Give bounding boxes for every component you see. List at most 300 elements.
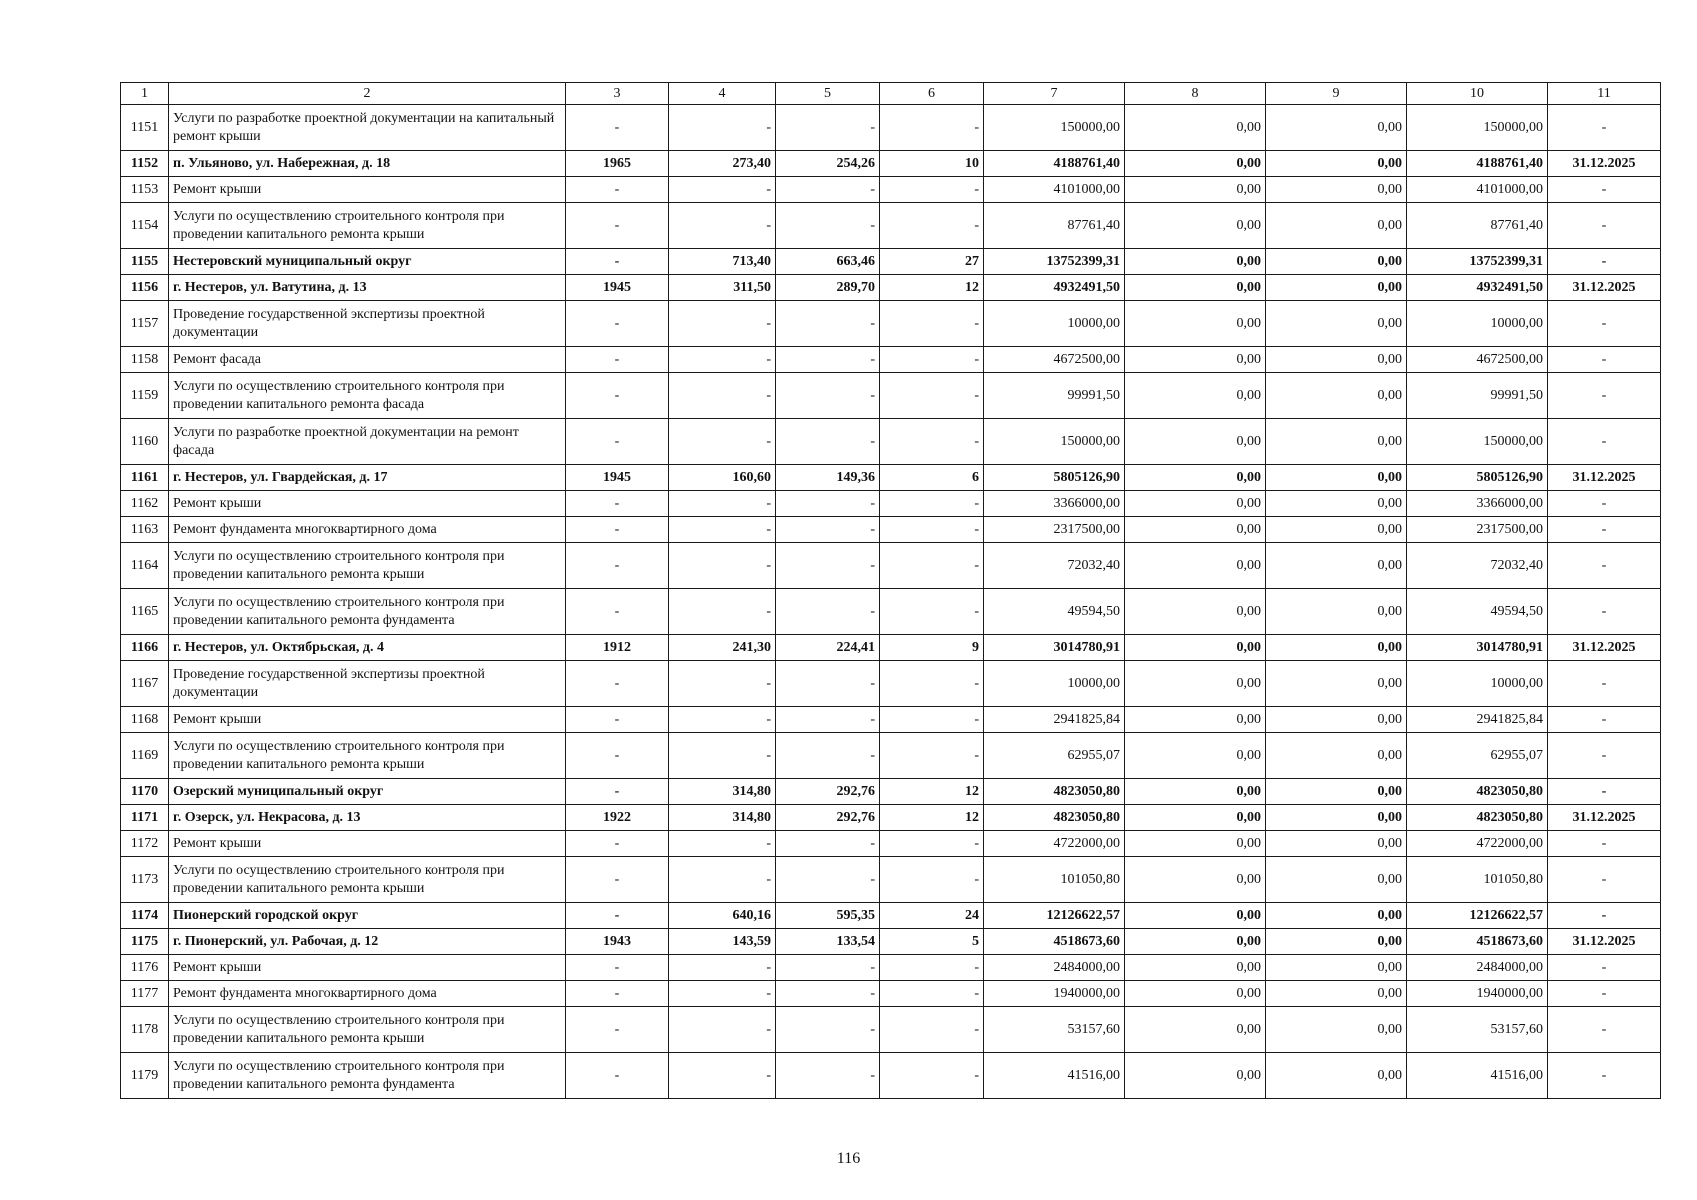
row-number-cell: 1164 (121, 543, 169, 589)
area-total-cell: - (669, 347, 776, 373)
table-row (121, 373, 1661, 419)
owner-funds-cell: 62955,07 (1407, 733, 1548, 779)
residents-cell: - (880, 105, 984, 151)
row-number-cell: 1155 (121, 249, 169, 275)
fund-cell-8: 0,00 (1125, 779, 1266, 805)
table-row (121, 275, 1661, 301)
area-living-cell: 663,46 (776, 249, 880, 275)
total-cost-cell: 72032,40 (984, 543, 1125, 589)
area-living-cell: 254,26 (776, 151, 880, 177)
table-row (121, 419, 1661, 465)
year-cell: - (566, 831, 669, 857)
residents-cell: 9 (880, 635, 984, 661)
area-living-cell: - (776, 373, 880, 419)
area-total-cell: - (669, 373, 776, 419)
description-cell: Услуги по разработке проектной документации на ремонт фасада (169, 419, 566, 465)
row-number-cell: 1167 (121, 661, 169, 707)
fund-cell-9: 0,00 (1266, 249, 1407, 275)
area-living-cell: 289,70 (776, 275, 880, 301)
description-cell: Услуги по осуществлению строительного контроля при проведении капитального ремонта крыши (169, 733, 566, 779)
fund-cell-8: 0,00 (1125, 491, 1266, 517)
fund-cell-9: 0,00 (1266, 661, 1407, 707)
area-living-cell: - (776, 517, 880, 543)
area-living-cell: - (776, 301, 880, 347)
fund-cell-8: 0,00 (1125, 707, 1266, 733)
table-row (121, 203, 1661, 249)
column-number: 5 (776, 83, 880, 105)
table-row (121, 151, 1661, 177)
area-living-cell: - (776, 1053, 880, 1099)
total-cost-cell: 3014780,91 (984, 635, 1125, 661)
deadline-cell: - (1548, 105, 1661, 151)
row-number-cell: 1159 (121, 373, 169, 419)
fund-cell-8: 0,00 (1125, 419, 1266, 465)
fund-cell-9: 0,00 (1266, 373, 1407, 419)
table-row (121, 177, 1661, 203)
area-total-cell: 640,16 (669, 903, 776, 929)
year-cell: - (566, 1053, 669, 1099)
fund-cell-9: 0,00 (1266, 275, 1407, 301)
deadline-cell: 31.12.2025 (1548, 465, 1661, 491)
owner-funds-cell: 13752399,31 (1407, 249, 1548, 275)
owner-funds-cell: 4672500,00 (1407, 347, 1548, 373)
row-number-cell: 1175 (121, 929, 169, 955)
table-row (121, 857, 1661, 903)
area-total-cell: 160,60 (669, 465, 776, 491)
year-cell: - (566, 981, 669, 1007)
residents-cell: 12 (880, 275, 984, 301)
column-number: 4 (669, 83, 776, 105)
year-cell: - (566, 1007, 669, 1053)
owner-funds-cell: 53157,60 (1407, 1007, 1548, 1053)
year-cell: - (566, 733, 669, 779)
year-cell: 1965 (566, 151, 669, 177)
year-cell: 1912 (566, 635, 669, 661)
description-cell: п. Ульяново, ул. Набережная, д. 18 (169, 151, 566, 177)
row-number-cell: 1156 (121, 275, 169, 301)
year-cell: - (566, 491, 669, 517)
description-cell: Проведение государственной экспертизы проектной документации (169, 661, 566, 707)
area-living-cell: 595,35 (776, 903, 880, 929)
fund-cell-9: 0,00 (1266, 831, 1407, 857)
description-cell: Ремонт крыши (169, 955, 566, 981)
table-row (121, 1053, 1661, 1099)
fund-cell-9: 0,00 (1266, 981, 1407, 1007)
year-cell: - (566, 779, 669, 805)
description-cell: г. Нестеров, ул. Ватутина, д. 13 (169, 275, 566, 301)
area-total-cell: - (669, 707, 776, 733)
area-total-cell: - (669, 543, 776, 589)
table-body (121, 83, 1661, 1099)
column-number: 7 (984, 83, 1125, 105)
fund-cell-9: 0,00 (1266, 635, 1407, 661)
deadline-cell: - (1548, 831, 1661, 857)
deadline-cell: - (1548, 955, 1661, 981)
area-total-cell: - (669, 857, 776, 903)
total-cost-cell: 99991,50 (984, 373, 1125, 419)
fund-cell-9: 0,00 (1266, 517, 1407, 543)
fund-cell-9: 0,00 (1266, 589, 1407, 635)
area-total-cell: 241,30 (669, 635, 776, 661)
area-total-cell: - (669, 733, 776, 779)
year-cell: 1943 (566, 929, 669, 955)
fund-cell-8: 0,00 (1125, 275, 1266, 301)
table-row (121, 661, 1661, 707)
owner-funds-cell: 4101000,00 (1407, 177, 1548, 203)
total-cost-cell: 62955,07 (984, 733, 1125, 779)
fund-cell-9: 0,00 (1266, 779, 1407, 805)
year-cell: - (566, 955, 669, 981)
description-cell: г. Пионерский, ул. Рабочая, д. 12 (169, 929, 566, 955)
table-row (121, 491, 1661, 517)
area-total-cell: - (669, 981, 776, 1007)
residents-cell: - (880, 419, 984, 465)
fund-cell-8: 0,00 (1125, 805, 1266, 831)
row-number-cell: 1172 (121, 831, 169, 857)
residents-cell: 12 (880, 779, 984, 805)
year-cell: - (566, 857, 669, 903)
fund-cell-8: 0,00 (1125, 1053, 1266, 1099)
table-row (121, 779, 1661, 805)
year-cell: - (566, 661, 669, 707)
area-total-cell: - (669, 589, 776, 635)
fund-cell-8: 0,00 (1125, 517, 1266, 543)
year-cell: 1922 (566, 805, 669, 831)
owner-funds-cell: 99991,50 (1407, 373, 1548, 419)
description-cell: Услуги по разработке проектной документации на капитальный ремонт крыши (169, 105, 566, 151)
deadline-cell: - (1548, 903, 1661, 929)
area-total-cell: - (669, 831, 776, 857)
table-row (121, 805, 1661, 831)
owner-funds-cell: 4823050,80 (1407, 779, 1548, 805)
description-cell: Ремонт фундамента многоквартирного дома (169, 517, 566, 543)
residents-cell: - (880, 373, 984, 419)
row-number-cell: 1154 (121, 203, 169, 249)
description-cell: Ремонт крыши (169, 177, 566, 203)
row-number-cell: 1170 (121, 779, 169, 805)
owner-funds-cell: 4188761,40 (1407, 151, 1548, 177)
area-living-cell: 292,76 (776, 805, 880, 831)
fund-cell-9: 0,00 (1266, 1007, 1407, 1053)
fund-cell-8: 0,00 (1125, 903, 1266, 929)
area-total-cell: - (669, 203, 776, 249)
document-table (120, 82, 1661, 1099)
row-number-cell: 1171 (121, 805, 169, 831)
residents-cell: - (880, 661, 984, 707)
residents-cell: 5 (880, 929, 984, 955)
area-total-cell: 314,80 (669, 779, 776, 805)
owner-funds-cell: 4823050,80 (1407, 805, 1548, 831)
owner-funds-cell: 10000,00 (1407, 661, 1548, 707)
description-cell: Услуги по осуществлению строительного контроля при проведении капитального ремонта крыши (169, 203, 566, 249)
area-living-cell: - (776, 1007, 880, 1053)
owner-funds-cell: 3366000,00 (1407, 491, 1548, 517)
area-living-cell: 292,76 (776, 779, 880, 805)
table-row (121, 733, 1661, 779)
table-row (121, 1007, 1661, 1053)
row-number-cell: 1176 (121, 955, 169, 981)
area-living-cell: - (776, 203, 880, 249)
description-cell: Озерский муниципальный округ (169, 779, 566, 805)
column-number-row (121, 83, 1661, 105)
description-cell: Услуги по осуществлению строительного контроля при проведении капитального ремонта фундамента (169, 589, 566, 635)
area-living-cell: - (776, 491, 880, 517)
area-living-cell: - (776, 707, 880, 733)
residents-cell: - (880, 177, 984, 203)
total-cost-cell: 53157,60 (984, 1007, 1125, 1053)
description-cell: Ремонт крыши (169, 491, 566, 517)
column-number: 1 (121, 83, 169, 105)
fund-cell-8: 0,00 (1125, 543, 1266, 589)
deadline-cell: - (1548, 1007, 1661, 1053)
residents-cell: - (880, 981, 984, 1007)
fund-cell-8: 0,00 (1125, 373, 1266, 419)
fund-cell-8: 0,00 (1125, 981, 1266, 1007)
table-row (121, 903, 1661, 929)
area-total-cell: - (669, 105, 776, 151)
fund-cell-9: 0,00 (1266, 301, 1407, 347)
table-row (121, 955, 1661, 981)
table-row (121, 517, 1661, 543)
table-row (121, 543, 1661, 589)
total-cost-cell: 150000,00 (984, 419, 1125, 465)
owner-funds-cell: 4932491,50 (1407, 275, 1548, 301)
description-cell: г. Нестеров, ул. Октябрьская, д. 4 (169, 635, 566, 661)
deadline-cell: 31.12.2025 (1548, 805, 1661, 831)
deadline-cell: 31.12.2025 (1548, 929, 1661, 955)
total-cost-cell: 49594,50 (984, 589, 1125, 635)
owner-funds-cell: 2484000,00 (1407, 955, 1548, 981)
table-row (121, 831, 1661, 857)
fund-cell-8: 0,00 (1125, 589, 1266, 635)
owner-funds-cell: 41516,00 (1407, 1053, 1548, 1099)
area-living-cell: - (776, 543, 880, 589)
deadline-cell: 31.12.2025 (1548, 275, 1661, 301)
owner-funds-cell: 1940000,00 (1407, 981, 1548, 1007)
description-cell: Услуги по осуществлению строительного контроля при проведении капитального ремонта крыши (169, 857, 566, 903)
deadline-cell: - (1548, 857, 1661, 903)
total-cost-cell: 4672500,00 (984, 347, 1125, 373)
residents-cell: - (880, 955, 984, 981)
fund-cell-9: 0,00 (1266, 203, 1407, 249)
residents-cell: 10 (880, 151, 984, 177)
total-cost-cell: 2941825,84 (984, 707, 1125, 733)
fund-cell-8: 0,00 (1125, 347, 1266, 373)
year-cell: - (566, 903, 669, 929)
table-row (121, 347, 1661, 373)
fund-cell-8: 0,00 (1125, 1007, 1266, 1053)
fund-cell-9: 0,00 (1266, 105, 1407, 151)
year-cell: - (566, 177, 669, 203)
table-row (121, 465, 1661, 491)
page-number: 116 (836, 1150, 861, 1167)
row-number-cell: 1162 (121, 491, 169, 517)
total-cost-cell: 3366000,00 (984, 491, 1125, 517)
year-cell: - (566, 707, 669, 733)
owner-funds-cell: 12126622,57 (1407, 903, 1548, 929)
year-cell: - (566, 249, 669, 275)
area-living-cell: - (776, 589, 880, 635)
owner-funds-cell: 5805126,90 (1407, 465, 1548, 491)
description-cell: Ремонт фундамента многоквартирного дома (169, 981, 566, 1007)
row-number-cell: 1168 (121, 707, 169, 733)
year-cell: - (566, 517, 669, 543)
description-cell: Ремонт фасада (169, 347, 566, 373)
area-total-cell: 314,80 (669, 805, 776, 831)
row-number-cell: 1169 (121, 733, 169, 779)
deadline-cell: - (1548, 301, 1661, 347)
column-number: 9 (1266, 83, 1407, 105)
area-living-cell: - (776, 347, 880, 373)
column-number: 3 (566, 83, 669, 105)
fund-cell-8: 0,00 (1125, 733, 1266, 779)
fund-cell-8: 0,00 (1125, 857, 1266, 903)
year-cell: - (566, 347, 669, 373)
residents-cell: 27 (880, 249, 984, 275)
description-cell: г. Озерск, ул. Некрасова, д. 13 (169, 805, 566, 831)
column-number: 6 (880, 83, 984, 105)
residents-cell: - (880, 203, 984, 249)
total-cost-cell: 10000,00 (984, 661, 1125, 707)
residents-cell: - (880, 1007, 984, 1053)
total-cost-cell: 4932491,50 (984, 275, 1125, 301)
deadline-cell: - (1548, 517, 1661, 543)
total-cost-cell: 5805126,90 (984, 465, 1125, 491)
owner-funds-cell: 87761,40 (1407, 203, 1548, 249)
description-cell: Ремонт крыши (169, 831, 566, 857)
year-cell: - (566, 589, 669, 635)
description-cell: Услуги по осуществлению строительного контроля при проведении капитального ремонта крыши (169, 1007, 566, 1053)
fund-cell-9: 0,00 (1266, 733, 1407, 779)
row-number-cell: 1151 (121, 105, 169, 151)
owner-funds-cell: 2941825,84 (1407, 707, 1548, 733)
year-cell: - (566, 373, 669, 419)
total-cost-cell: 1940000,00 (984, 981, 1125, 1007)
residents-cell: - (880, 857, 984, 903)
total-cost-cell: 4722000,00 (984, 831, 1125, 857)
row-number-cell: 1165 (121, 589, 169, 635)
area-living-cell: - (776, 177, 880, 203)
year-cell: - (566, 203, 669, 249)
deadline-cell: - (1548, 779, 1661, 805)
total-cost-cell: 12126622,57 (984, 903, 1125, 929)
fund-cell-9: 0,00 (1266, 929, 1407, 955)
total-cost-cell: 4188761,40 (984, 151, 1125, 177)
year-cell: 1945 (566, 465, 669, 491)
row-number-cell: 1152 (121, 151, 169, 177)
area-total-cell: - (669, 955, 776, 981)
residents-cell: - (880, 707, 984, 733)
fund-cell-8: 0,00 (1125, 301, 1266, 347)
deadline-cell: - (1548, 373, 1661, 419)
year-cell: - (566, 301, 669, 347)
area-living-cell: 149,36 (776, 465, 880, 491)
owner-funds-cell: 4722000,00 (1407, 831, 1548, 857)
row-number-cell: 1157 (121, 301, 169, 347)
residents-cell: - (880, 1053, 984, 1099)
fund-cell-8: 0,00 (1125, 955, 1266, 981)
fund-cell-9: 0,00 (1266, 543, 1407, 589)
description-cell: Нестеровский муниципальный округ (169, 249, 566, 275)
residents-cell: - (880, 491, 984, 517)
fund-cell-9: 0,00 (1266, 955, 1407, 981)
area-living-cell: - (776, 419, 880, 465)
owner-funds-cell: 4518673,60 (1407, 929, 1548, 955)
description-cell: Пионерский городской округ (169, 903, 566, 929)
fund-cell-9: 0,00 (1266, 177, 1407, 203)
area-total-cell: - (669, 661, 776, 707)
fund-cell-8: 0,00 (1125, 203, 1266, 249)
fund-cell-9: 0,00 (1266, 1053, 1407, 1099)
area-total-cell: - (669, 301, 776, 347)
deadline-cell: - (1548, 733, 1661, 779)
description-cell: Услуги по осуществлению строительного контроля при проведении капитального ремонта крыши (169, 543, 566, 589)
fund-cell-9: 0,00 (1266, 707, 1407, 733)
table-row (121, 707, 1661, 733)
fund-cell-8: 0,00 (1125, 249, 1266, 275)
table-row (121, 589, 1661, 635)
area-living-cell: - (776, 981, 880, 1007)
fund-cell-9: 0,00 (1266, 465, 1407, 491)
area-living-cell: - (776, 661, 880, 707)
area-living-cell: 224,41 (776, 635, 880, 661)
area-total-cell: 143,59 (669, 929, 776, 955)
owner-funds-cell: 49594,50 (1407, 589, 1548, 635)
fund-cell-9: 0,00 (1266, 491, 1407, 517)
deadline-cell: - (1548, 419, 1661, 465)
owner-funds-cell: 3014780,91 (1407, 635, 1548, 661)
table-row (121, 249, 1661, 275)
total-cost-cell: 4823050,80 (984, 805, 1125, 831)
row-number-cell: 1153 (121, 177, 169, 203)
row-number-cell: 1158 (121, 347, 169, 373)
residents-cell: - (880, 347, 984, 373)
area-living-cell: 133,54 (776, 929, 880, 955)
deadline-cell: - (1548, 543, 1661, 589)
residents-cell: - (880, 733, 984, 779)
column-number: 8 (1125, 83, 1266, 105)
description-cell: Услуги по осуществлению строительного контроля при проведении капитального ремонта фасада (169, 373, 566, 419)
year-cell: - (566, 543, 669, 589)
table-row (121, 981, 1661, 1007)
area-total-cell: - (669, 1053, 776, 1099)
total-cost-cell: 87761,40 (984, 203, 1125, 249)
deadline-cell: 31.12.2025 (1548, 635, 1661, 661)
fund-cell-9: 0,00 (1266, 903, 1407, 929)
total-cost-cell: 101050,80 (984, 857, 1125, 903)
residents-cell: - (880, 589, 984, 635)
row-number-cell: 1163 (121, 517, 169, 543)
year-cell: - (566, 105, 669, 151)
residents-cell: 6 (880, 465, 984, 491)
owner-funds-cell: 10000,00 (1407, 301, 1548, 347)
deadline-cell: - (1548, 177, 1661, 203)
description-cell: Проведение государственной экспертизы проектной документации (169, 301, 566, 347)
column-number: 10 (1407, 83, 1548, 105)
area-total-cell: - (669, 491, 776, 517)
fund-cell-8: 0,00 (1125, 177, 1266, 203)
row-number-cell: 1166 (121, 635, 169, 661)
residents-cell: - (880, 301, 984, 347)
area-total-cell: - (669, 177, 776, 203)
deadline-cell: - (1548, 1053, 1661, 1099)
area-living-cell: - (776, 733, 880, 779)
fund-cell-9: 0,00 (1266, 151, 1407, 177)
area-total-cell: 713,40 (669, 249, 776, 275)
owner-funds-cell: 72032,40 (1407, 543, 1548, 589)
column-number: 11 (1548, 83, 1661, 105)
fund-cell-8: 0,00 (1125, 105, 1266, 151)
